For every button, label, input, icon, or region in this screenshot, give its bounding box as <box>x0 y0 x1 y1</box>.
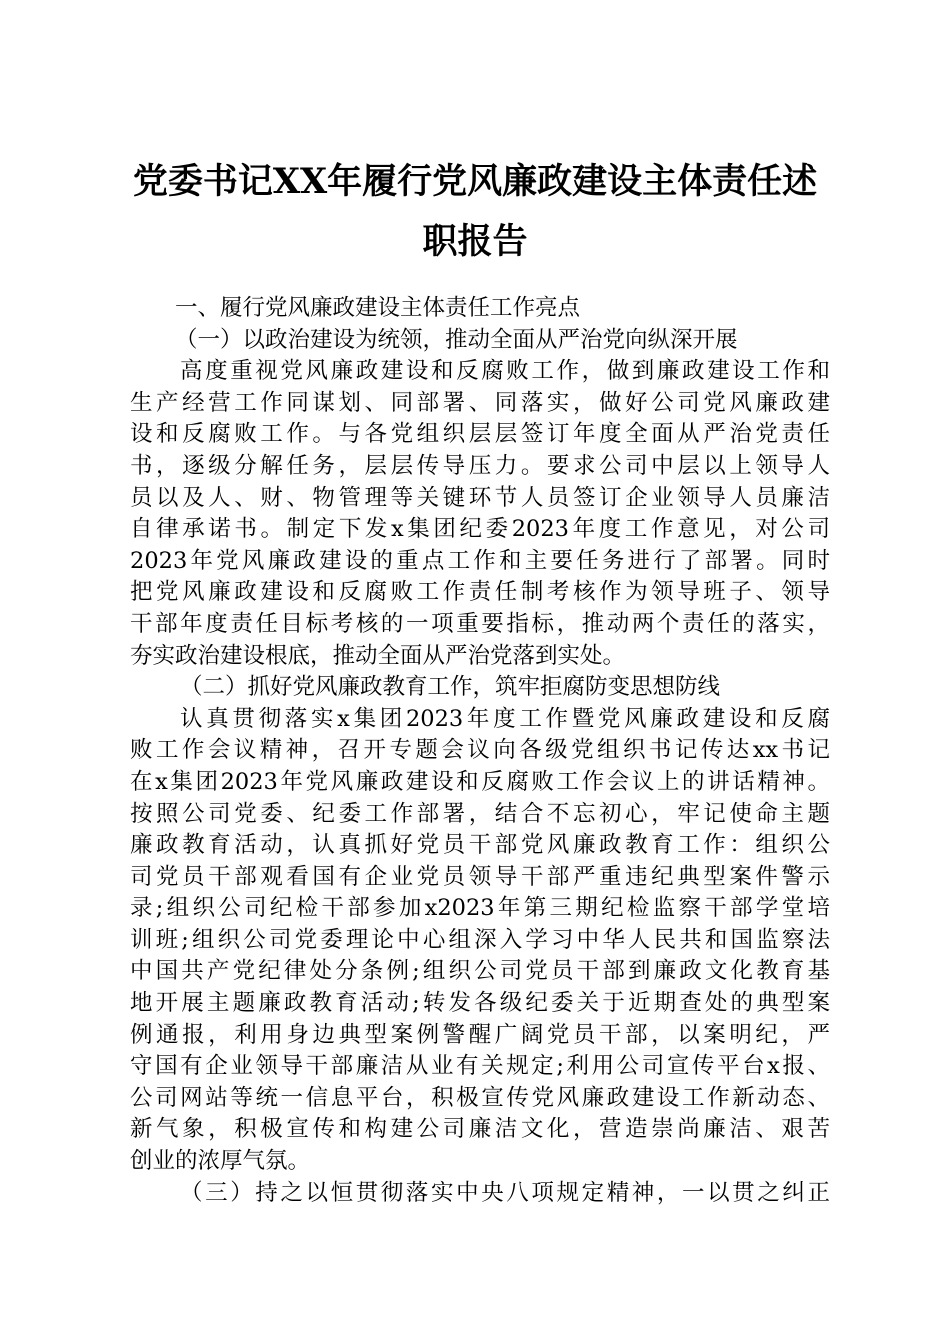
paragraph-line: 败工作会议精神，召开专题会议向各级党组织书记传达xx书记 <box>130 737 830 764</box>
paragraph-line: 把党风廉政建设和反腐败工作责任制考核作为领导班子、领导 <box>130 579 830 606</box>
subsection-heading: （一）以政治建设为统领，推动全面从严治党向纵深开展 <box>175 326 738 353</box>
subsection-heading: （二）抓好党风廉政教育工作，筑牢拒腐防变思想防线 <box>180 674 721 701</box>
paragraph-line: 公司网站等统一信息平台，积极宣传党风廉政建设工作新动态、 <box>130 1084 830 1111</box>
section-heading: 一、履行党风廉政建设主体责任工作亮点 <box>175 295 581 321</box>
paragraph-line: 在x集团2023年党风廉政建设和反腐败工作会议上的讲话精神。 <box>130 768 830 795</box>
paragraph-line: 书，逐级分解任务，层层传导压力。要求公司中层以上领导人 <box>130 452 830 479</box>
paragraph-line: 夯实政治建设根底，推动全面从严治党落到实处。 <box>130 642 626 669</box>
paragraph-line: 按照公司党委、纪委工作部署，结合不忘初心，牢记使命主题 <box>130 800 830 827</box>
document-title-line-1: 党委书记XX年履行党风廉政建设主体责任述 <box>132 161 818 202</box>
paragraph-line: 录;组织公司纪检干部参加x2023年第三期纪检监察干部学堂培 <box>130 895 830 922</box>
paragraph-line: 创业的浓厚气氛。 <box>130 1148 311 1175</box>
paragraph-line: 高度重视党风廉政建设和反腐败工作，做到廉政建设工作和 <box>180 358 830 385</box>
paragraph-line: 训班;组织公司党委理论中心组深入学习中华人民共和国监察法 <box>130 926 830 953</box>
paragraph-line: 新气象，积极宣传和构建公司廉洁文化，营造崇尚廉洁、艰苦 <box>130 1116 830 1143</box>
document-body <box>130 293 830 1209</box>
paragraph-line: 例通报，利用身边典型案例警醒广阔党员干部，以案明纪，严 <box>130 1021 830 1048</box>
document-title-line-2: 职报告 <box>422 221 528 262</box>
paragraph-line: 设和反腐败工作。与各党组织层层签订年度全面从严治党责任 <box>130 421 830 448</box>
paragraph-line: 员以及人、财、物管理等关键环节人员签订企业领导人员廉洁 <box>130 484 830 511</box>
paragraph-line: 认真贯彻落实x集团2023年度工作暨党风廉政建设和反腐 <box>180 705 830 732</box>
paragraph-line: 司党员干部观看国有企业党员领导干部严重违纪典型案件警示 <box>130 863 830 890</box>
paragraph-line: 守国有企业领导干部廉洁从业有关规定;利用公司宣传平台x报、 <box>130 1053 830 1080</box>
paragraph-line: 廉政教育活动，认真抓好党员干部党风廉政教育工作：组织公 <box>130 832 830 859</box>
paragraph-line: 地开展主题廉政教育活动;转发各级纪委关于近期查处的典型案 <box>130 990 830 1017</box>
paragraph-line: 中国共产党纪律处分条例;组织公司党员干部到廉政文化教育基 <box>130 958 830 985</box>
paragraph-line: 生产经营工作同谋划、同部署、同落实，做好公司党风廉政建 <box>130 389 830 416</box>
paragraph-line: 干部年度责任目标考核的一项重要指标，推动两个责任的落实， <box>130 610 830 637</box>
paragraph-line: 2023年党风廉政建设的重点工作和主要任务进行了部署。同时 <box>130 547 830 574</box>
subsection-heading: （三）持之以恒贯彻落实中央八项规定精神，一以贯之纠正 <box>180 1179 830 1206</box>
paragraph-line: 自律承诺书。制定下发x集团纪委2023年度工作意见，对公司 <box>130 516 830 543</box>
